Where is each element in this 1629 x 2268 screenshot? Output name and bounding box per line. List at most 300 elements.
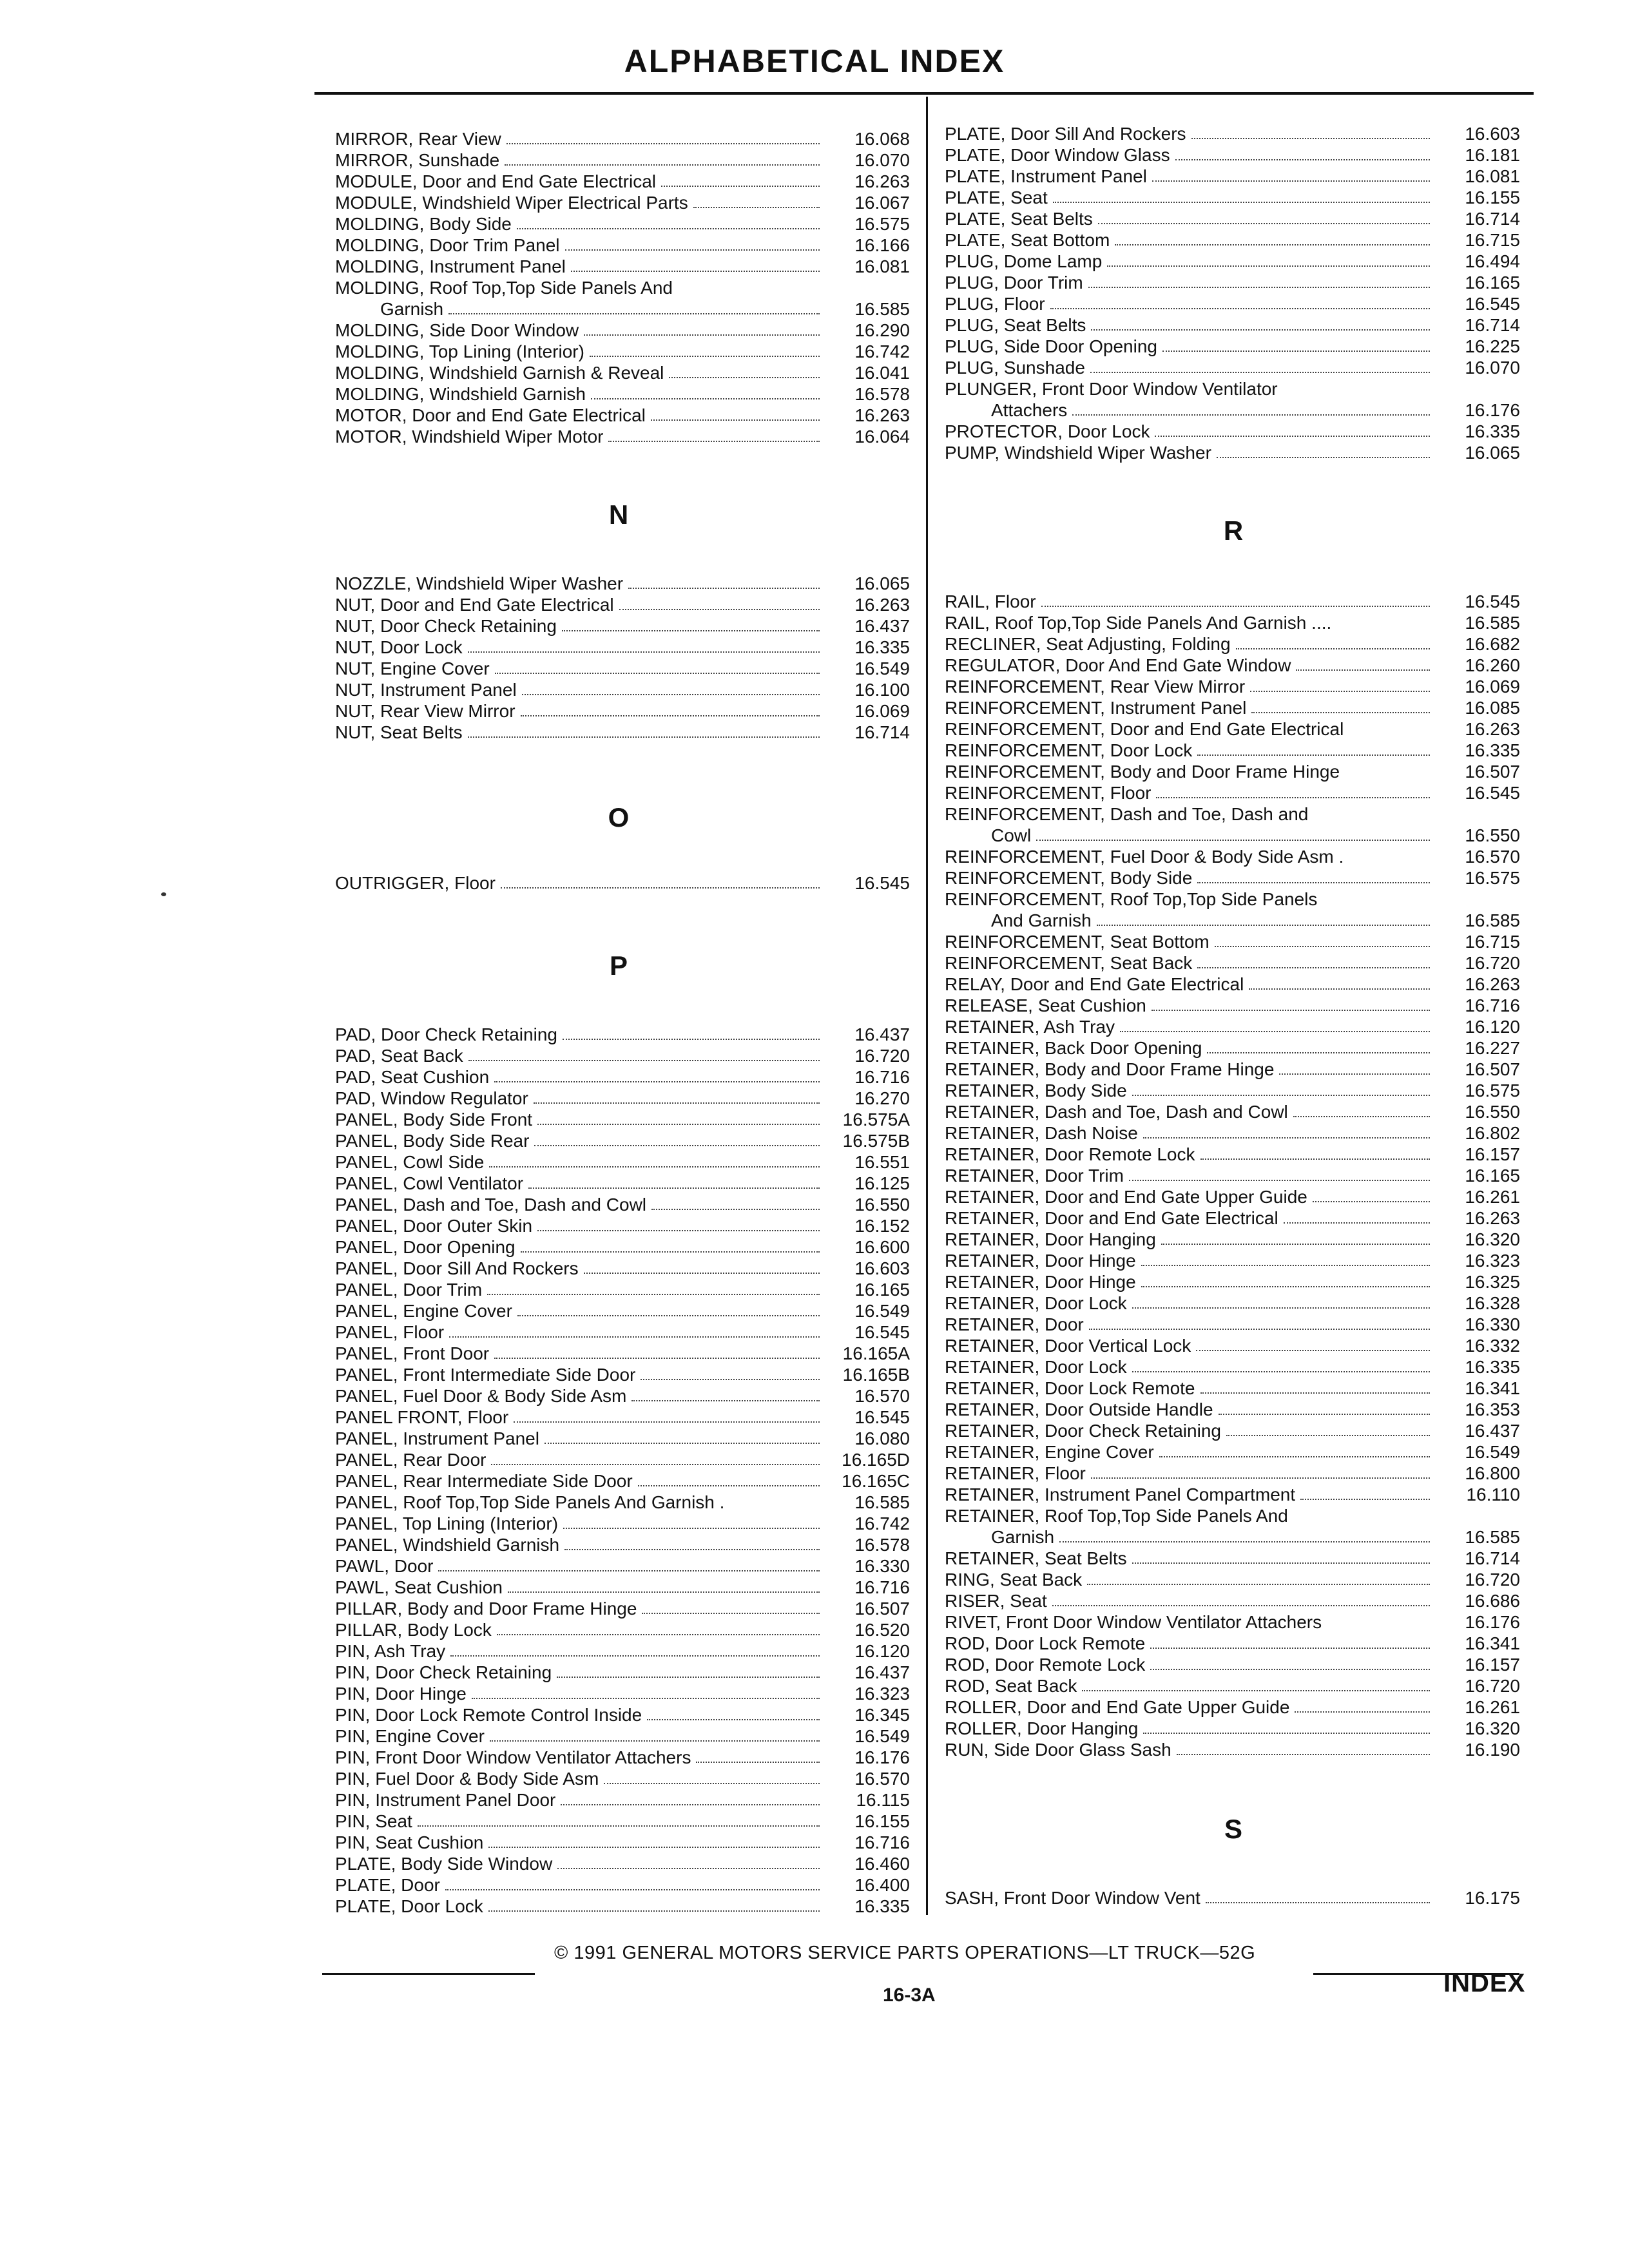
leader-wrap [1036, 606, 1521, 612]
page-reference: 16.190 [1465, 1740, 1520, 1760]
entry-label: MOLDING, Windshield Garnish [335, 384, 586, 404]
entry-label: RETAINER, Door Lock Remote [945, 1378, 1195, 1398]
page-reference: 16.460 [854, 1854, 910, 1874]
entry-label: PIN, Door Check Retaining [335, 1662, 552, 1682]
entry-label: PANEL, Floor [335, 1322, 445, 1342]
page-reference: 16.328 [1465, 1293, 1520, 1313]
leader-wrap [1086, 329, 1521, 336]
index-entry [945, 762, 1521, 782]
dot-leader [1196, 1350, 1430, 1351]
entry-label: PANEL FRONT, Floor [335, 1407, 509, 1427]
index-entry [945, 719, 1521, 740]
index-entry [335, 658, 912, 679]
page-reference: 16.290 [854, 320, 910, 340]
page-reference: 16.345 [854, 1705, 910, 1725]
page-reference: 16.575 [1465, 868, 1520, 888]
entry-label: And Garnish [991, 910, 1092, 930]
index-entry [945, 932, 1521, 952]
dot-leader [418, 1825, 820, 1827]
entry-label: REINFORCEMENT, Roof Top,Top Side Panels [945, 889, 1318, 909]
page-reference: 16.716 [854, 1067, 910, 1087]
entry-label: PIN, Front Door Window Ventilator Attachers [335, 1747, 691, 1767]
index-entry [945, 421, 1521, 442]
page-reference: 16.715 [1465, 230, 1520, 250]
index-entry [335, 1896, 912, 1917]
page-reference: 16.578 [854, 384, 910, 404]
dot-leader [1200, 1392, 1431, 1394]
dot-leader [1141, 1265, 1430, 1266]
index-entry [945, 336, 1521, 357]
index-entry [335, 616, 912, 637]
page-reference: 16.720 [854, 1046, 910, 1066]
dot-leader [647, 1719, 820, 1720]
dot-leader [448, 313, 820, 314]
index-entry [335, 1790, 912, 1811]
index-entry [335, 1641, 912, 1662]
index-entry [945, 1633, 1521, 1654]
index-entry [945, 124, 1521, 144]
entry-label: RELEASE, Seat Cushion [945, 995, 1146, 1015]
leader-wrap [1124, 1180, 1521, 1186]
entry-label: PIN, Ash Tray [335, 1641, 446, 1661]
entry-label: RETAINER, Back Door Opening [945, 1038, 1202, 1058]
dot-leader [438, 1570, 820, 1571]
index-entry [335, 1343, 912, 1364]
leader-wrap [1115, 1031, 1521, 1037]
page-reference: 16.225 [1465, 336, 1520, 356]
index-entry [945, 315, 1521, 336]
dot-leader [1251, 712, 1430, 713]
page-reference: 16.165D [842, 1450, 910, 1470]
page-reference: 16.545 [854, 873, 910, 893]
page-reference: 16.155 [1465, 187, 1520, 207]
dot-leader [1072, 414, 1430, 416]
entry-label: PLATE, Door Lock [335, 1896, 483, 1916]
dot-leader [1159, 1456, 1430, 1457]
page-reference: 16.800 [1465, 1463, 1520, 1483]
dot-leader [1052, 1605, 1430, 1606]
page-reference: 16.065 [854, 573, 910, 593]
index-entry [991, 910, 1521, 931]
leader-wrap [1077, 1690, 1521, 1696]
dot-leader [1107, 265, 1430, 267]
leader-wrap [1093, 223, 1521, 229]
dot-leader [696, 1762, 820, 1763]
index-entry [335, 320, 912, 341]
dot-leader [1219, 1414, 1430, 1415]
entry-label: MOLDING, Body Side [335, 214, 512, 234]
index-entry [945, 209, 1521, 229]
index-entry [945, 1251, 1521, 1271]
index-entry [945, 1102, 1521, 1122]
index-entry [335, 1577, 912, 1598]
leader-wrap [489, 1081, 912, 1088]
page-reference: 16.545 [854, 1407, 910, 1427]
page-reference: 16.152 [854, 1216, 910, 1236]
index-entry [945, 1485, 1521, 1505]
entry-label: MOTOR, Windshield Wiper Motor [335, 427, 604, 447]
index-entry [945, 1548, 1521, 1569]
entry-label: REINFORCEMENT, Door Lock [945, 740, 1193, 760]
leader-wrap [482, 1294, 912, 1300]
leader-wrap [463, 1060, 912, 1066]
entry-label: RETAINER, Dash and Toe, Dash and Cowl [945, 1102, 1288, 1122]
entry-label: REINFORCEMENT, Instrument Panel [945, 698, 1247, 718]
page-reference: 16.165 [1465, 1166, 1520, 1186]
index-entry [335, 1514, 912, 1534]
entry-label: ROD, Seat Back [945, 1676, 1077, 1696]
dot-leader [1279, 1073, 1430, 1075]
page-reference: 16.260 [1465, 655, 1520, 675]
entry-label: RELAY, Door and End Gate Electrical [945, 974, 1244, 994]
dot-leader [1120, 1031, 1430, 1032]
dot-leader [1097, 925, 1430, 926]
page-reference: 16.714 [1465, 315, 1520, 335]
entry-label: REGULATOR, Door And End Gate Window [945, 655, 1291, 675]
entry-label: MIRROR, Sunshade [335, 150, 500, 170]
index-entry [945, 1272, 1521, 1293]
leader-wrap [508, 1421, 912, 1428]
index-entry [945, 698, 1521, 718]
leader-wrap [516, 715, 912, 722]
entry-label: NUT, Seat Belts [335, 722, 463, 742]
dot-leader [491, 1464, 820, 1465]
dot-leader [1200, 1158, 1431, 1160]
index-entry [335, 1088, 912, 1109]
leader-wrap [445, 1655, 912, 1662]
dot-leader [563, 1528, 820, 1529]
dot-leader [1041, 606, 1430, 607]
page-reference: 16.545 [1465, 591, 1520, 611]
page-title: ALPHABETICAL INDEX [624, 43, 1005, 79]
page-reference: 16.069 [1465, 677, 1520, 697]
index-entry [335, 341, 912, 362]
index-entry [335, 1280, 912, 1300]
index-entry [945, 1123, 1521, 1144]
dot-leader [505, 164, 820, 166]
leader-wrap [1127, 1307, 1521, 1314]
dot-leader [537, 1230, 820, 1231]
leader-wrap [1127, 1371, 1521, 1378]
page-reference: 16.070 [854, 150, 910, 170]
entry-label: PLATE, Door [335, 1875, 440, 1895]
index-entry [335, 1875, 912, 1896]
index-entry [335, 1365, 912, 1385]
dot-leader [517, 1315, 820, 1316]
dot-leader [1175, 159, 1430, 160]
index-entry [335, 384, 912, 405]
index-entry [335, 1450, 912, 1470]
entry-label: PANEL, Rear Intermediate Side Door [335, 1471, 633, 1491]
index-entry [945, 1697, 1521, 1718]
leader-wrap [1047, 1605, 1521, 1611]
entry-label: PLUG, Side Door Opening [945, 336, 1157, 356]
page-reference: 16.742 [854, 1514, 910, 1533]
entry-label: RETAINER, Door [945, 1314, 1084, 1334]
section-letter-n: N [608, 499, 629, 530]
entry-label: RETAINER, Door Hinge [945, 1272, 1136, 1292]
section-letter-o: O [608, 802, 630, 832]
entry-label: Attachers [991, 400, 1068, 420]
page-reference: 16.320 [1465, 1718, 1520, 1738]
index-entry [945, 1059, 1521, 1080]
leader-wrap [490, 673, 912, 679]
dot-leader [508, 1591, 820, 1593]
page-reference: 16.085 [1465, 698, 1520, 718]
page-reference: 16.263 [854, 405, 910, 425]
index-entry [335, 637, 912, 658]
dot-leader [584, 1273, 820, 1274]
index-entry [945, 379, 1521, 399]
entry-label: PANEL, Cowl Ventilator [335, 1173, 524, 1193]
entry-label: PANEL, Body Side Front [335, 1110, 533, 1129]
page-reference: 16.585 [1465, 1527, 1520, 1547]
page-reference: 16.545 [1465, 294, 1520, 314]
index-entry [945, 1357, 1521, 1378]
index-entry [335, 1726, 912, 1747]
index-entry [945, 1888, 1521, 1908]
dot-leader [450, 1655, 820, 1657]
dot-leader [1226, 1435, 1430, 1436]
entry-label: ROLLER, Door Hanging [945, 1718, 1139, 1738]
dot-leader [468, 736, 820, 738]
entry-label: NUT, Door Lock [335, 637, 463, 657]
index-entry [335, 235, 912, 256]
index-entry [945, 613, 1521, 633]
index-entry [945, 1421, 1521, 1441]
index-entry [945, 783, 1521, 803]
page-reference: 16.261 [1465, 1697, 1520, 1717]
entry-label: PAD, Seat Back [335, 1046, 463, 1066]
dot-leader [1132, 1371, 1430, 1372]
index-entry [335, 1769, 912, 1789]
entry-label: RETAINER, Door Vertical Lock [945, 1336, 1191, 1356]
page-reference: 16.181 [1465, 145, 1520, 165]
page-reference: 16.263 [854, 595, 910, 615]
entry-label: PROTECTOR, Door Lock [945, 421, 1150, 441]
page-reference: 16.176 [1465, 400, 1520, 420]
dot-leader [1295, 1711, 1430, 1713]
dot-leader [468, 651, 820, 653]
dot-leader [1141, 1286, 1430, 1287]
page-reference: 16.585 [854, 299, 910, 319]
dot-leader [619, 609, 820, 610]
dot-leader [1191, 138, 1430, 139]
entry-label: PANEL, Front Intermediate Side Door [335, 1365, 636, 1385]
page-reference: 16.715 [1465, 932, 1520, 952]
page-number: 16-3A [883, 1984, 936, 2006]
page-reference: 16.070 [1465, 358, 1520, 378]
page-reference: 16.120 [1465, 1017, 1520, 1037]
dot-leader [1156, 797, 1430, 798]
dot-leader [1143, 1733, 1430, 1734]
entry-label: RETAINER, Dash Noise [945, 1123, 1138, 1143]
leader-wrap [1048, 202, 1521, 208]
dot-leader [1152, 180, 1430, 182]
dot-leader [661, 186, 820, 187]
entry-label: Garnish [380, 299, 444, 319]
page-reference: 16.353 [1465, 1399, 1520, 1419]
index-entry [335, 1322, 912, 1343]
index-entry [380, 299, 912, 320]
entry-label: RETAINER, Door Hinge [945, 1251, 1136, 1271]
entry-label: MOLDING, Door Trim Panel [335, 235, 560, 255]
index-entry [335, 1492, 912, 1513]
entry-label: OUTRIGGER, Floor [335, 873, 496, 893]
entry-label: RETAINER, Body Side [945, 1081, 1127, 1100]
index-entry [945, 1144, 1521, 1165]
dot-leader [488, 1847, 820, 1848]
page-reference: 16.545 [854, 1322, 910, 1342]
dot-leader [1293, 1116, 1430, 1117]
index-entry [335, 1216, 912, 1236]
index-entry [335, 1046, 912, 1066]
leader-wrap [516, 1251, 912, 1258]
dot-leader [562, 630, 820, 631]
index-entry [335, 278, 912, 298]
index-entry [335, 1386, 912, 1407]
index-entry [335, 873, 912, 894]
index-entry [335, 1535, 912, 1555]
entry-label: PIN, Instrument Panel Door [335, 1790, 556, 1810]
entry-label: MIRROR, Rear View [335, 129, 501, 149]
entry-label: REINFORCEMENT, Fuel Door & Body Side Asm . [945, 847, 1344, 867]
index-entry [945, 995, 1521, 1016]
index-entry [945, 273, 1521, 293]
dot-leader [488, 1910, 820, 1912]
index-entry [335, 1662, 912, 1683]
page-reference: 16.332 [1465, 1336, 1520, 1356]
page-reference: 16.323 [1465, 1251, 1520, 1271]
dot-leader [494, 1081, 820, 1082]
index-entry [945, 166, 1521, 187]
leader-wrap [523, 1187, 912, 1194]
leader-wrap [1138, 1137, 1521, 1144]
entry-label: RETAINER, Engine Cover [945, 1442, 1154, 1462]
leader-wrap [1127, 1562, 1521, 1569]
leader-wrap [517, 694, 912, 700]
page-reference: 16.507 [1465, 1059, 1520, 1079]
dot-leader [641, 1379, 820, 1380]
leader-wrap [1083, 287, 1521, 293]
dot-leader [494, 1358, 820, 1359]
dot-leader [521, 1251, 820, 1253]
index-entry [945, 294, 1521, 314]
dot-leader [565, 249, 820, 251]
entry-label: PLATE, Body Side Window [335, 1854, 553, 1874]
dot-leader [561, 1804, 820, 1805]
entry-label: ROLLER, Door and End Gate Upper Guide [945, 1697, 1290, 1717]
page-reference: 16.720 [1465, 1676, 1520, 1696]
entry-label: PANEL, Top Lining (Interior) [335, 1514, 559, 1533]
index-entry [945, 1612, 1521, 1633]
entry-label: RETAINER, Door Lock [945, 1293, 1127, 1313]
dot-leader [1197, 754, 1430, 756]
dot-leader [1115, 244, 1430, 245]
entry-label: Garnish [991, 1527, 1055, 1547]
index-entry [335, 1131, 912, 1151]
page-reference: 16.069 [854, 701, 910, 721]
entry-label: RETAINER, Floor [945, 1463, 1086, 1483]
page-reference: 16.545 [1465, 783, 1520, 803]
leader-wrap [499, 164, 912, 171]
entry-label: MODULE, Windshield Wiper Electrical Parts [335, 193, 688, 213]
leader-wrap [1082, 1584, 1521, 1590]
entry-label: PLUG, Sunshade [945, 358, 1085, 378]
entry-label: RUN, Side Door Glass Sash [945, 1740, 1171, 1760]
entry-label: RETAINER, Door Lock [945, 1357, 1127, 1377]
entry-label: PUMP, Windshield Wiper Washer [945, 443, 1211, 463]
dot-leader [495, 673, 820, 674]
leader-wrap [433, 1570, 912, 1577]
page-reference: 16.575B [842, 1131, 910, 1151]
index-entry [945, 1506, 1521, 1526]
dot-leader [1088, 287, 1430, 288]
leader-wrap [485, 1740, 912, 1747]
index-entry [945, 1314, 1521, 1335]
page-reference: 16.549 [1465, 1442, 1520, 1462]
entry-label: RETAINER, Ash Tray [945, 1017, 1115, 1037]
dot-leader [449, 1336, 820, 1338]
entry-label: MODULE, Door and End Gate Electrical [335, 171, 656, 191]
entry-label: REINFORCEMENT, Floor [945, 783, 1152, 803]
page-reference: 16.155 [854, 1811, 910, 1831]
page-reference: 16.270 [854, 1088, 910, 1108]
page-reference: 16.330 [1465, 1314, 1520, 1334]
entry-label: REINFORCEMENT, Body and Door Frame Hinge [945, 762, 1340, 782]
dot-leader [651, 419, 820, 421]
dot-leader [537, 1124, 820, 1125]
page-reference: 16.714 [854, 722, 910, 742]
index-entry [335, 1556, 912, 1577]
entry-label: PLATE, Seat Bottom [945, 230, 1110, 250]
page-reference: 16.437 [1465, 1421, 1520, 1441]
index-entry [945, 1570, 1521, 1590]
dot-leader [1250, 691, 1430, 692]
scan-speck [161, 892, 166, 896]
entry-label: PLATE, Door Sill And Rockers [945, 124, 1186, 144]
dot-leader [445, 1889, 820, 1890]
index-entry [945, 889, 1521, 910]
entry-label: MOLDING, Roof Top,Top Side Panels And [335, 278, 673, 298]
dot-leader [563, 1039, 820, 1040]
page-reference: 16.335 [1465, 1357, 1520, 1377]
page-reference: 16.335 [1465, 740, 1520, 760]
leader-wrap [503, 1591, 912, 1598]
entry-label: MOLDING, Instrument Panel [335, 256, 566, 276]
index-entry [945, 1676, 1521, 1696]
index-entry [945, 1208, 1521, 1229]
dot-leader [557, 1868, 820, 1869]
index-entry [335, 150, 912, 171]
page-reference: 16.585 [1465, 613, 1520, 633]
entry-label: PIN, Fuel Door & Body Side Asm [335, 1769, 599, 1789]
page-reference: 16.341 [1465, 1633, 1520, 1653]
page-reference: 16.551 [854, 1152, 910, 1172]
dot-leader [1207, 1052, 1430, 1053]
index-entry [945, 591, 1521, 612]
entry-label: PLATE, Instrument Panel [945, 166, 1147, 186]
page-reference: 16.165C [842, 1471, 910, 1491]
dot-leader [501, 887, 820, 889]
entry-label: ROD, Door Remote Lock [945, 1655, 1146, 1675]
index-entry [945, 1017, 1521, 1037]
index-entry [945, 1655, 1521, 1675]
page-reference: 16.041 [854, 363, 910, 383]
page-reference: 16.578 [854, 1535, 910, 1555]
index-entry [945, 187, 1521, 208]
page-reference: 16.157 [1465, 1144, 1520, 1164]
